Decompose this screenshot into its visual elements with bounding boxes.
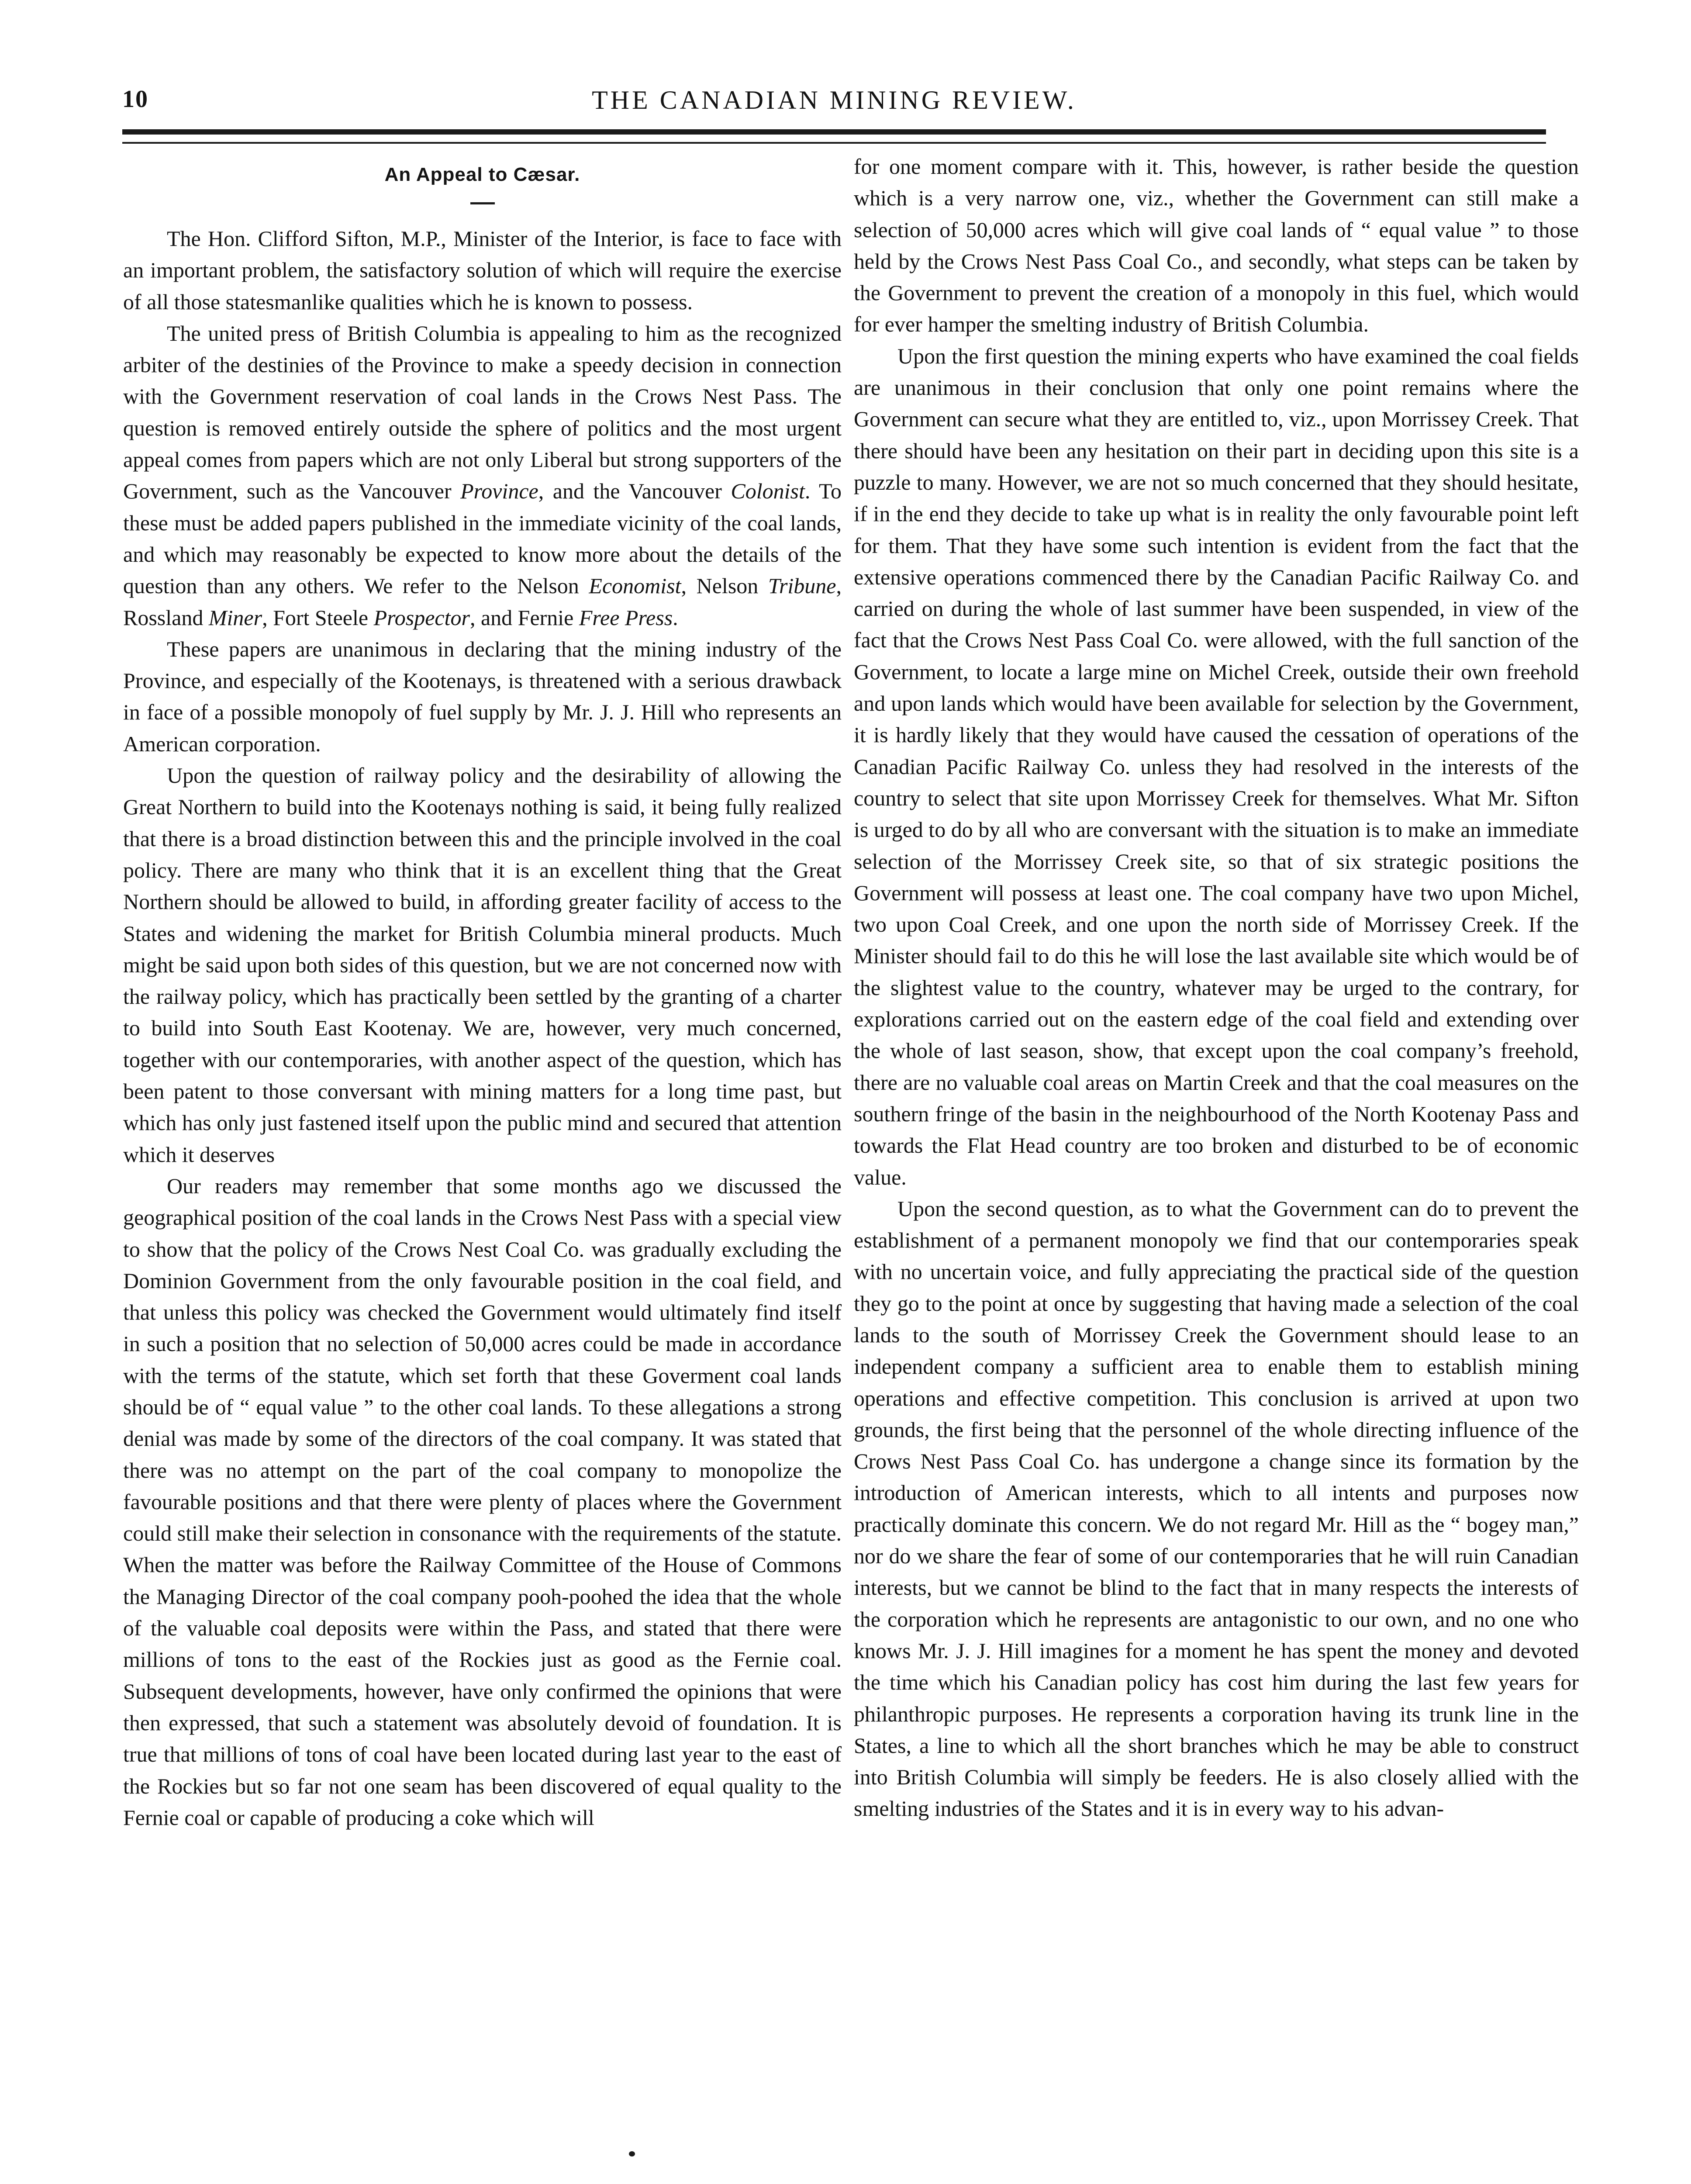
paragraph-7: Upon the first question the mining experts who have examined the coal fields are unanimous in their conclusion that only one point remains where the Government can secure what they are entitled to, viz., upon Morrissey Creek. That there should have been any hesitation on their part in deciding upon this site is a puzzle to many. However, we are not so much concerned that they should hesitate, if in the end they decide to take up what is in reality the only favourable point left for them. That they have some such intention is evident from the fact that the extensive operations commenced there by the Canadian Pacific Railway Co. and carried on during the whole of last summer have been suspended, in view of the fact that the Crows Nest Pass Coal Co. were allowed, with the full sanction of the Government, to locate a large mine on Michel Creek, outside their own freehold and upon lands which would have been available for selection by the Government, it is hardly likely that they would have caused the cessation of operations of the Canadian Pacific Railway Co. unless they had resolved in the interests of the country to select that site upon Morrissey Creek for themselves. What Mr. Sifton is urged to do by all who are conversant with the situation is to make an immediate selection of the Morrissey Creek site, so that of six strategic positions the Government will possess at least one. The coal company have two upon Michel, two upon Coal Creek, and one upon the north side of Morrissey Creek. If the Minister should fail to do this he will lose the last available site which would be of the slightest value to the country, whatever may be urged to the contrary, for explorations carried out on the eastern edge of the coal field and extending over the whole of last season, show, that except upon the coal company’s freehold, there are no valuable coal areas on Martin Creek and that the coal measures on the southern fringe of the basin in the neighbourhood of the North Kootenay Pass and towards the Flat Head country are too broken and disturbed to be of economic value.	[854, 343, 1579, 1189]
publication-colonist: Colonist	[731, 479, 805, 504]
left-column	[123, 151, 842, 1833]
page-dot	[629, 2151, 635, 2156]
paragraph-6: for one moment compare with it. This, however, is rather beside the question which is a very narrow one, viz., whether the Government can still make a selection of 50,000 acres which will give coal lands of “ equal value ” to those held by the Crows Nest Pass Coal Co., and secondly, what steps can be taken by the Government to prevent the creation of a monopoly in this fuel, which would for ever hamper the smelting industry of British Columbia.	[854, 154, 1579, 337]
publication-free-press: Free Press	[579, 605, 673, 630]
title-dash	[470, 202, 495, 204]
header-rule-thin	[122, 142, 1546, 144]
paragraph-1: The Hon. Clifford Sifton, M.P., Minister of the Interior, is face to face with an important problem, the satisfactory solution of which will require the exercise of all those statesmanlike qualities which he is known to possess.	[123, 226, 842, 314]
page-number: 10	[122, 86, 148, 113]
paragraph-8: Upon the second question, as to what the Government can do to prevent the establishment of a permanent monopoly we find that our contemporaries speak with no uncertain voice, and fully appreciating the practical side of the question they go to the point at once by suggesting that having made a selection of the coal lands to the south of Morrissey Creek the Government should lease to an independent company a sufficient area to enable them to establish mining operations and effective competition. This conclusion is arrived at upon two grounds, the first being that the personnel of the whole directing influence of the Crows Nest Pass Coal Co. has undergone a change since its formation by the introduction of American interests, which to all intents and purposes now practically dominate this concern. We do not regard Mr. Hill as the “ bogey man,” nor do we share the fear of some of our contemporaries that he will ruin Canadian interests, but we cannot be blind to the fact that in many respects the interests of the corporation which he represents are antagonistic to our own, and no one who knows Mr. J. J. Hill imagines for a moment he has spent the money and devoted the time which his Canadian policy has cost him during the last few years for philanthropic purposes. He represents a corporation having its trunk line in the States, a line to which all the short branches which he may be able to construct into British Columbia will simply be feeders. He is also closely allied with the smelting industries of the States and it is in every way to his advan-	[854, 1196, 1579, 1821]
paragraph-2: The united press of British Columbia is appealing to him as the recognized arbiter of the destinies of the Province to make a speedy decision in connection with the Government reservation of coal lands in the Crows Nest Pass. The question is removed entirely outside the sphere of politics and the most urgent appeal comes from papers which are not only Liberal but strong supporters of the Government, such as the Vancouver Province, and the Vancouver Colonist. To these must be added papers published in the immediate vicinity of the coal lands, and which may reasonably be expected to know more about the details of the question than any others. We refer to the Nelson Economist, Nelson Tribune, Rossland Miner, Fort Steele Prospector, and Fernie Free Press.	[123, 321, 842, 630]
publication-tribune: Tribune	[768, 574, 836, 598]
paragraph-4: Upon the question of railway policy and the desirability of allowing the Great Northern to build into the Kootenays nothing is said, it being fully realized that there is a broad distinction between this and the principle involved in the coal policy. There are many who think that it is an excellent thing that the Great Northern should be allowed to build, in affording greater facility of access to the States and widening the market for British Columbia mineral products. Much might be said upon both sides of this question, but we are not concerned now with the railway policy, which has practically been settled by the granting of a charter to build into South East Kootenay. We are, however, very much concerned, together with our contemporaries, with another aspect of the question, which has been patent to those conversant with mining matters for a long time past, but which has only just fastened itself upon the public mind and secured that attention which it deserves	[123, 763, 842, 1167]
publication-economist: Economist	[589, 574, 681, 598]
publication-province: Province	[460, 479, 538, 504]
right-column	[854, 151, 1579, 1825]
running-title: THE CANADIAN MINING REVIEW.	[592, 86, 1077, 114]
article-title: An Appeal to Cæsar.	[384, 164, 580, 185]
publication-prospector: Prospector	[373, 605, 470, 630]
paragraph-5: Our readers may remember that some months ago we discussed the geographical position of the coal lands in the Crows Nest Pass with a special view to show that the policy of the Crows Nest Coal Co. was gradually excluding the Dominion Government from the only favourable position in the coal field, and that unless this policy was checked the Government would ultimately find itself in such a position that no selection of 50,000 acres could be made in accordance with the terms of the statute, which set forth that these Goverment coal lands should be of “ equal value ” to the other coal lands. To these allegations a strong denial was made by some of the directors of the coal company. It was stated that there was no attempt on the part of the coal company to monopolize the favourable positions and that there were plenty of places where the Government could still make their selection in consonance with the requirements of the statute. When the matter was before the Railway Committee of the House of Commons the Managing Director of the coal company pooh-poohed the idea that the whole of the valuable coal deposits were within the Pass, and stated that there were millions of tons to the east of the Rockies just as good as the Fernie coal. Subsequent developments, however, have only confirmed the opinions that were then expressed, that such a statement was absolutely devoid of foundation. It is true that millions of tons of coal have been located during last year to the east of the Rockies but so far not one seam has been discovered of equal quality to the Fernie coal or capable of producing a coke which will	[123, 1173, 842, 1830]
publication-miner: Miner	[208, 605, 262, 630]
paragraph-3: These papers are unanimous in declaring that the mining industry of the Province, and especially of the Kootenays, is threatened with a serious drawback in face of a possible monopoly of fuel supply by Mr. J. J. Hill who represents an American corporation.	[123, 636, 842, 756]
page-header	[122, 85, 1546, 124]
header-rule-thick	[122, 129, 1546, 135]
